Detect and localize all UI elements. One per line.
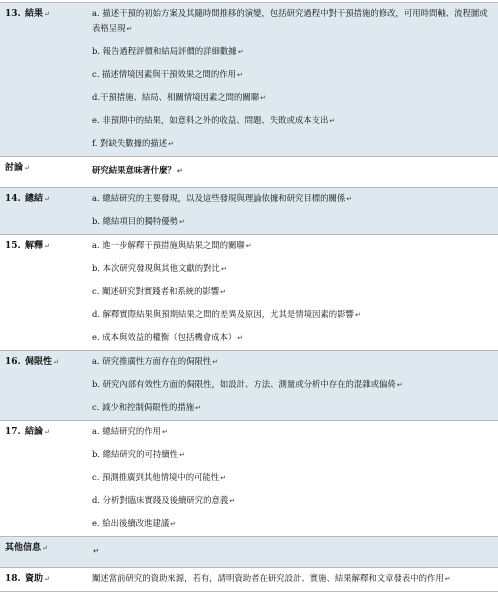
row-content <box>84 568 498 591</box>
item-text: b. 本次研究發現與其他文獻的對比 <box>92 263 220 273</box>
paragraph-mark-icon: ↵ <box>179 451 185 459</box>
checklist-item <box>92 133 492 156</box>
item-text: e. 給出後續改進建議 <box>92 518 170 528</box>
checklist-row <box>0 187 498 234</box>
row-label <box>0 421 84 536</box>
checklist-item <box>92 188 492 211</box>
paragraph-mark-icon: ↵ <box>444 575 451 583</box>
paragraph-mark-icon: ↵ <box>44 242 50 250</box>
paragraph-mark-icon: ↵ <box>126 25 133 33</box>
paragraph-mark-icon: ↵ <box>260 94 267 102</box>
checklist-row <box>0 420 498 536</box>
item-text: d. 分析對臨床實踐及後續研究的意義 <box>92 495 229 505</box>
paragraph-mark-icon: ↵ <box>396 381 403 389</box>
item-number: 15. <box>5 241 21 251</box>
checklist-item <box>92 490 492 513</box>
item-title: 討論 <box>5 163 24 173</box>
paragraph-mark-icon: ↵ <box>220 474 227 482</box>
item-text: 闡述當前研究的資助來源，若有，請明資助者在研究設計、實施、結果解釋和文章發表中的作用 <box>92 573 444 583</box>
paragraph-mark-icon: ↵ <box>93 547 99 555</box>
paragraph-mark-icon: ↵ <box>195 404 202 412</box>
checklist-item <box>92 540 492 563</box>
section-heading-row <box>0 536 498 567</box>
row-label <box>0 537 84 567</box>
paragraph-mark-icon: ↵ <box>237 334 244 342</box>
item-text: c. 描述情境因素與干預效果之間的作用 <box>92 69 237 79</box>
paragraph-mark-icon: ↵ <box>354 311 361 319</box>
item-text: b. 總結研究的可持續性 <box>92 449 179 459</box>
item-text: c. 預測推廣到其他情境中的可能性 <box>92 472 220 482</box>
item-text: d. 解釋實際結果與預期結果之間的差異及原因，尤其是情境因素的影響 <box>92 309 354 319</box>
item-number: 16. <box>5 357 21 367</box>
paragraph-mark-icon: ↵ <box>161 428 168 436</box>
item-text: a. 進一步解釋干預措施與結果之間的關聯 <box>92 240 245 250</box>
item-text: d.干預措施、結局、相關情境因素之間的關聯 <box>92 92 260 102</box>
checklist-item <box>92 327 492 350</box>
row-content <box>84 3 498 156</box>
checklist-item <box>92 211 492 234</box>
item-title: 總結 <box>25 194 44 204</box>
paragraph-mark-icon: ↵ <box>237 71 243 79</box>
item-number: 17. <box>5 427 21 437</box>
paragraph-mark-icon: ↵ <box>42 544 48 552</box>
paragraph-mark-icon: ↵ <box>220 265 227 273</box>
row-content <box>84 421 498 536</box>
item-text: b. 研究內部有效性方面的侷限性，如設計、方法、測量或分析中存在的混雜或偏倚 <box>92 379 396 389</box>
checklist-item <box>92 421 492 444</box>
checklist-item <box>92 397 492 420</box>
row-label <box>0 568 84 591</box>
paragraph-mark-icon: ↵ <box>44 428 50 436</box>
item-text: a. 研究推廣性方面存在的侷限性 <box>92 356 212 366</box>
row-content <box>84 235 498 350</box>
item-text: e. 非預期中的結果，如意料之外的收益、問題、失敗或成本支出 <box>92 115 329 125</box>
paragraph-mark-icon: ↵ <box>245 242 252 250</box>
checklist-item <box>92 87 492 110</box>
row-label <box>0 235 84 350</box>
item-title: 結論 <box>25 427 44 437</box>
paragraph-mark-icon: ↵ <box>212 358 219 366</box>
checklist-item <box>92 513 492 536</box>
paragraph-mark-icon: ↵ <box>229 497 236 505</box>
checklist-item <box>92 235 492 258</box>
checklist-item <box>92 41 492 64</box>
paragraph-mark-icon: ↵ <box>44 10 50 18</box>
item-number: 14. <box>5 194 21 204</box>
checklist-item <box>92 3 492 41</box>
item-text: c. 闡述研究對實踐者和系統的影響 <box>92 286 220 296</box>
checklist-item <box>92 110 492 133</box>
item-text: 研究結果意味著什麼？ <box>92 165 176 175</box>
paragraph-mark-icon: ↵ <box>53 358 59 366</box>
paragraph-mark-icon: ↵ <box>237 48 244 56</box>
row-content <box>84 351 498 420</box>
checklist-item <box>92 160 492 183</box>
paragraph-mark-icon: ↵ <box>170 520 177 528</box>
item-title: 解釋 <box>25 241 44 251</box>
row-label <box>0 351 84 420</box>
item-title: 結果 <box>25 9 44 19</box>
paragraph-mark-icon: ↵ <box>179 218 185 226</box>
row-label <box>0 3 84 156</box>
item-text: c. 減少和控制侷限性的措施 <box>92 402 195 412</box>
checklist-row <box>0 234 498 350</box>
item-text: e. 成本與效益的權衡（包括機會成本） <box>92 332 237 342</box>
checklist-item <box>92 281 492 304</box>
checklist-item <box>92 374 492 397</box>
item-text: b. 報告過程評價和結局評價的詳細數據 <box>92 46 237 56</box>
paragraph-mark-icon: ↵ <box>329 117 336 125</box>
item-text: a. 總結研究的主要發現，以及這些發現與理論依據和研究目標的關係 <box>92 193 346 203</box>
checklist-item <box>92 258 492 281</box>
checklist-row <box>0 350 498 420</box>
paragraph-mark-icon: ↵ <box>346 195 353 203</box>
item-text: a. 總結研究的作用 <box>92 426 161 436</box>
paragraph-mark-icon: ↵ <box>220 288 227 296</box>
paragraph-mark-icon: ↵ <box>176 167 183 175</box>
item-number: 18. <box>5 574 21 584</box>
paragraph-mark-icon: ↵ <box>168 140 174 148</box>
item-text: b. 總結項目的獨特優勢 <box>92 216 179 226</box>
item-number: 13. <box>5 9 21 19</box>
paragraph-mark-icon: ↵ <box>44 575 50 583</box>
item-title: 資助 <box>25 574 44 584</box>
checklist-item <box>92 304 492 327</box>
row-content <box>84 537 498 567</box>
checklist-row <box>0 2 498 156</box>
row-label <box>0 188 84 234</box>
item-text: f. 對缺失數據的描述 <box>92 138 168 148</box>
item-title: 其他信息 <box>5 543 42 553</box>
item-title: 侷限性 <box>25 357 53 367</box>
checklist-item <box>92 444 492 467</box>
row-label <box>0 157 84 187</box>
item-text: a. 描述干預的初始方案及其隨時間推移的演變，包括研究過程中對干預措施的修改，可用時間軸、流程圖或表格呈現 <box>92 8 488 33</box>
checklist-item <box>92 351 492 374</box>
paragraph-mark-icon: ↵ <box>24 164 30 172</box>
checklist-item <box>92 64 492 87</box>
paragraph-mark-icon: ↵ <box>44 195 50 203</box>
row-content <box>84 188 498 234</box>
checklist-item <box>92 467 492 490</box>
row-content <box>84 157 498 187</box>
checklist-item <box>92 568 492 591</box>
checklist-row <box>0 567 498 592</box>
section-heading-row <box>0 156 498 187</box>
